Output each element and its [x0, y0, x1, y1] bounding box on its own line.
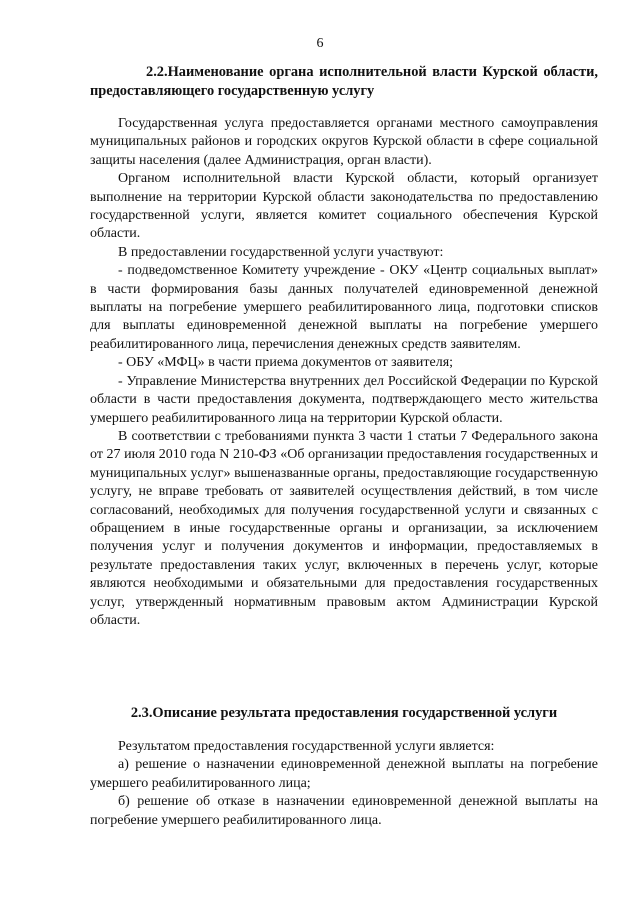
section-2-2-heading: 2.2.Наименование органа исполнительной власти Курской области, предоставляющего государственную услугу — [90, 64, 598, 99]
page-number: 6 — [316, 36, 324, 51]
paragraph: Органом исполнительной власти Курской области, который организует выполнение на территории Курской области законодательства по предоставлению государственной услуги, является комитет социального обеспечения Курской области. — [90, 171, 598, 242]
section-2-3-body — [90, 738, 598, 830]
list-item: - ОБУ «МФЦ» в части приема документов от заявителя; — [118, 355, 454, 371]
section-2-3-heading: 2.3.Описание результата предоставления государственной услуги — [130, 705, 558, 721]
list-item: - Управление Министерства внутренних дел Российской Федерации по Курской области в части предоставления документа, подтверждающего место жительства умершего реабилитированного лица на территории Курской области. — [90, 373, 598, 426]
paragraph: В соответствии с требованиями пункта 3 части 1 статьи 7 Федерального закона от 27 июля 2010 года N 210-ФЗ «Об организации предоставления государственных и муниципальных услуг» вышеназванные органы, предоставляющие государственную услугу, не вправе требовать от заявителей осуществления действий, в том числе согласований, необходимых для получения государственной услуги и связанных с обращением в иные государственные органы и организации, за исключением получения услуг и получения документов и информации, предоставляемых в результате предоставления таких услуг, включенных в перечень услуг, которые являются необходимыми и обязательными для предоставления государственных услуг, утвержденный нормативным правовым актом Администрации Курской области. — [90, 428, 598, 628]
list-item: б) решение об отказе в назначении единовременной денежной выплаты на погребение умершего реабилитированного лица. — [90, 794, 598, 828]
paragraph: Результатом предоставления государственной услуги является: — [118, 739, 495, 754]
section-2-2-body — [90, 115, 598, 630]
paragraph: Государственная услуга предоставляется органами местного самоуправления муниципальных районов и городских округов Курской области в сфере социальной защиты населения (далее Администрация, орган власти). — [90, 116, 598, 168]
list-item: а) решение о назначении единовременной денежной выплаты на погребение умершего реабилитированного лица; — [90, 757, 598, 791]
list-item: - подведомственное Комитету учреждение - ОКУ «Центр социальных выплат» в части формирования базы данных получателей единовременной денежной выплаты на погребение умершего реабилитированного лица, подготовки списков для выплаты единовременной денежной выплаты на погребение умершего реабилитированного лица, перечисления денежных средств заявителям. — [90, 263, 598, 352]
paragraph: В предоставлении государственной услуги участвуют: — [118, 244, 444, 260]
